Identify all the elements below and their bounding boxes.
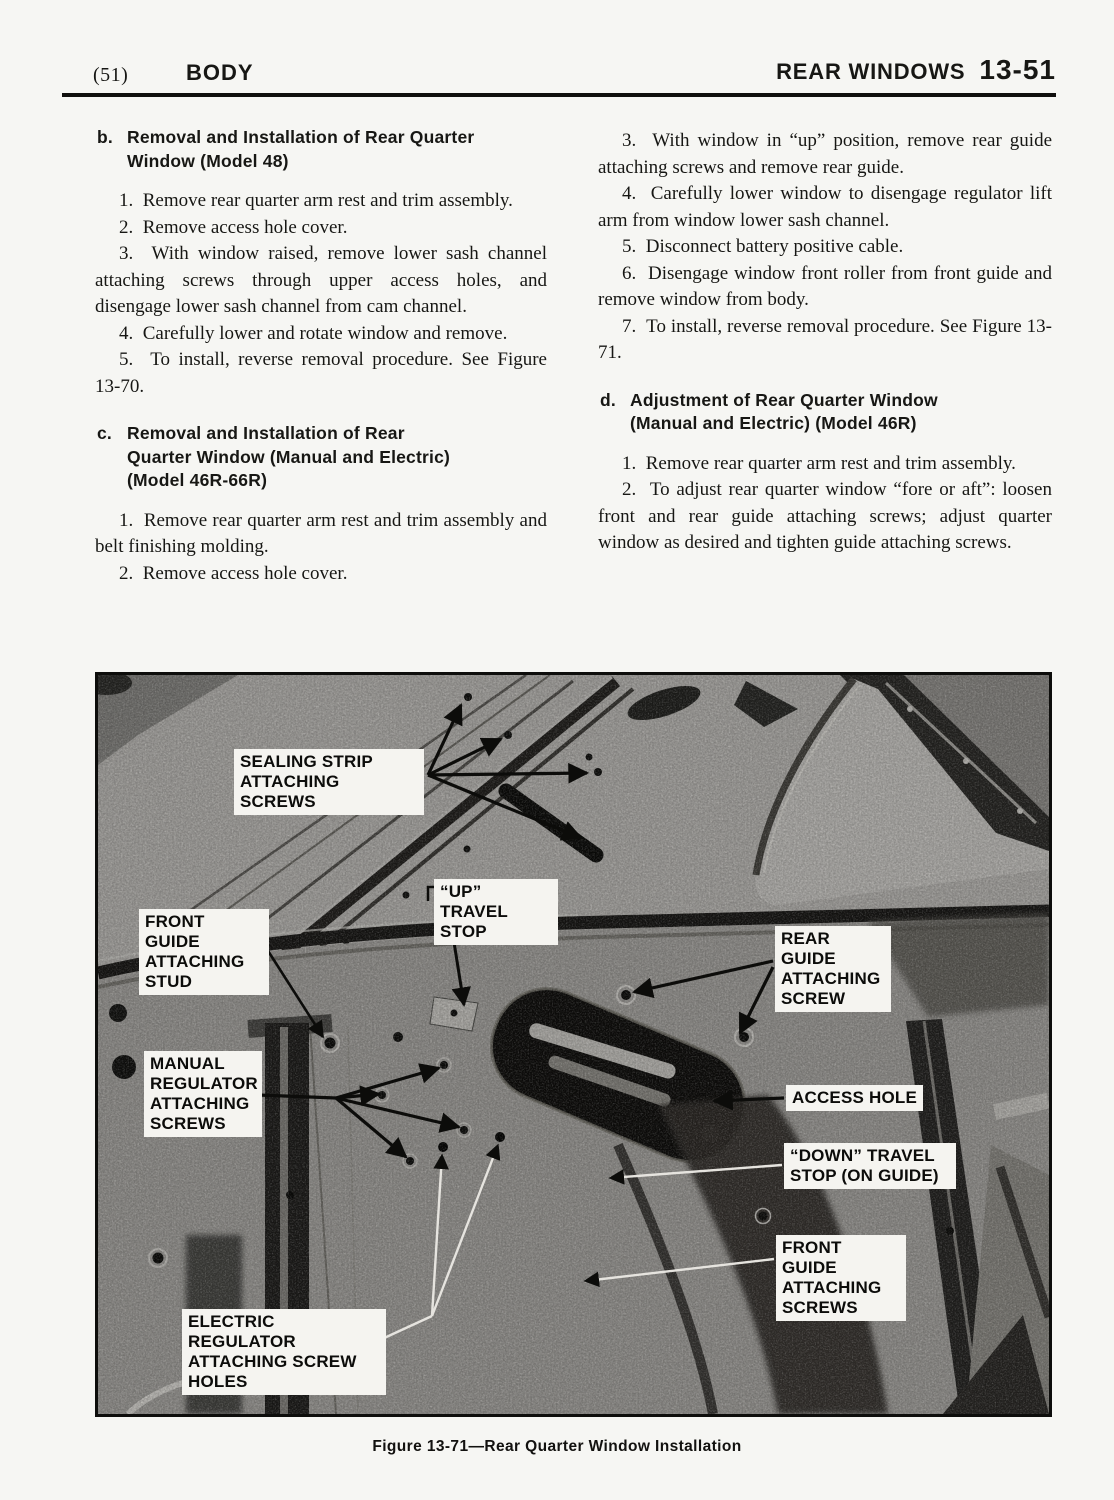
header-page-number: 13-51	[979, 54, 1056, 85]
page-label: (51)	[93, 64, 129, 86]
step-paragraph: 4. Carefully lower window to disengage regulator lift arm from window lower sash channel.	[598, 183, 1052, 231]
step-paragraph: 2. Remove access hole cover.	[119, 216, 348, 238]
label-sealing-strip-attaching-screws: SEALING STRIP ATTACHING SCREWS	[234, 749, 424, 815]
column-right	[598, 118, 1052, 557]
label-access-hole: ACCESS HOLE	[786, 1085, 923, 1111]
section-heading-text: Removal and Installation of Rear Quarter Window (Manual and Electric) (Model 46R-66R)	[127, 423, 451, 490]
step-paragraph: 5. To install, reverse removal procedure. See Figure 13-70.	[95, 349, 547, 397]
section-heading-b	[95, 126, 547, 173]
section-heading-text: Adjustment of Rear Quarter Window (Manual and Electric) (Model 46R)	[630, 389, 938, 433]
step-paragraph: 5. Disconnect battery positive cable.	[622, 236, 904, 257]
step-paragraph: 1. Remove rear quarter arm rest and trim assembly and belt finishing molding.	[95, 509, 547, 557]
step-paragraph: 2. To adjust rear quarter window “fore or aft”: loosen front and rear guide attaching screws; adjust quarter window as desired and tighten guide attaching screws.	[598, 479, 1052, 553]
section-letter: c.	[97, 423, 112, 443]
section-heading-d	[598, 389, 1052, 436]
label-front-guide-attaching-screws: FRONT GUIDE ATTACHING SCREWS	[776, 1235, 906, 1321]
section-heading-text: Removal and Installation of Rear Quarter Window (Model 48)	[127, 127, 475, 171]
section-letter: b.	[97, 127, 113, 147]
label-electric-regulator-attaching-screw-holes: ELECTRIC REGULATOR ATTACHING SCREW HOLES	[182, 1309, 386, 1395]
step-paragraph: 7. To install, reverse removal procedure. See Figure 13-71.	[598, 315, 1052, 363]
section-heading-c	[95, 422, 547, 493]
label-front-guide-attaching-stud: FRONT GUIDE ATTACHING STUD	[139, 909, 269, 995]
section-letter: d.	[600, 389, 616, 410]
column-left	[95, 118, 547, 587]
figure-caption: Figure 13-71—Rear Quarter Window Installation	[372, 1438, 742, 1455]
label-rear-guide-attaching-screw: REAR GUIDE ATTACHING SCREW	[775, 926, 891, 1012]
header-title: REAR WINDOWS	[776, 59, 966, 84]
step-paragraph: 4. Carefully lower and rotate window and remove.	[119, 322, 508, 344]
step-paragraph: 2. Remove access hole cover.	[119, 562, 348, 584]
step-paragraph: 1. Remove rear quarter arm rest and trim assembly.	[119, 190, 513, 211]
step-paragraph: 6. Disengage window front roller from front guide and remove window from body.	[598, 262, 1052, 310]
label-manual-regulator-attaching-screws: MANUAL REGULATOR ATTACHING SCREWS	[144, 1051, 262, 1137]
step-paragraph: 3. With window in “up” position, remove rear guide attaching screws and remove rear guide.	[598, 130, 1052, 178]
step-paragraph: 1. Remove rear quarter arm rest and trim assembly.	[622, 452, 1016, 474]
label-up-travel-stop: “UP” TRAVEL STOP	[434, 879, 558, 945]
step-paragraph: 3. With window raised, remove lower sash channel attaching screws through upper access holes, and disengage lower sash channel from cam channel.	[95, 243, 547, 317]
header-rule	[62, 93, 1056, 97]
figure-13-71	[95, 672, 1052, 1417]
label-down-travel-stop: “DOWN” TRAVEL STOP (ON GUIDE)	[784, 1143, 956, 1189]
header-right	[776, 54, 1056, 86]
header-section: BODY	[186, 60, 254, 85]
